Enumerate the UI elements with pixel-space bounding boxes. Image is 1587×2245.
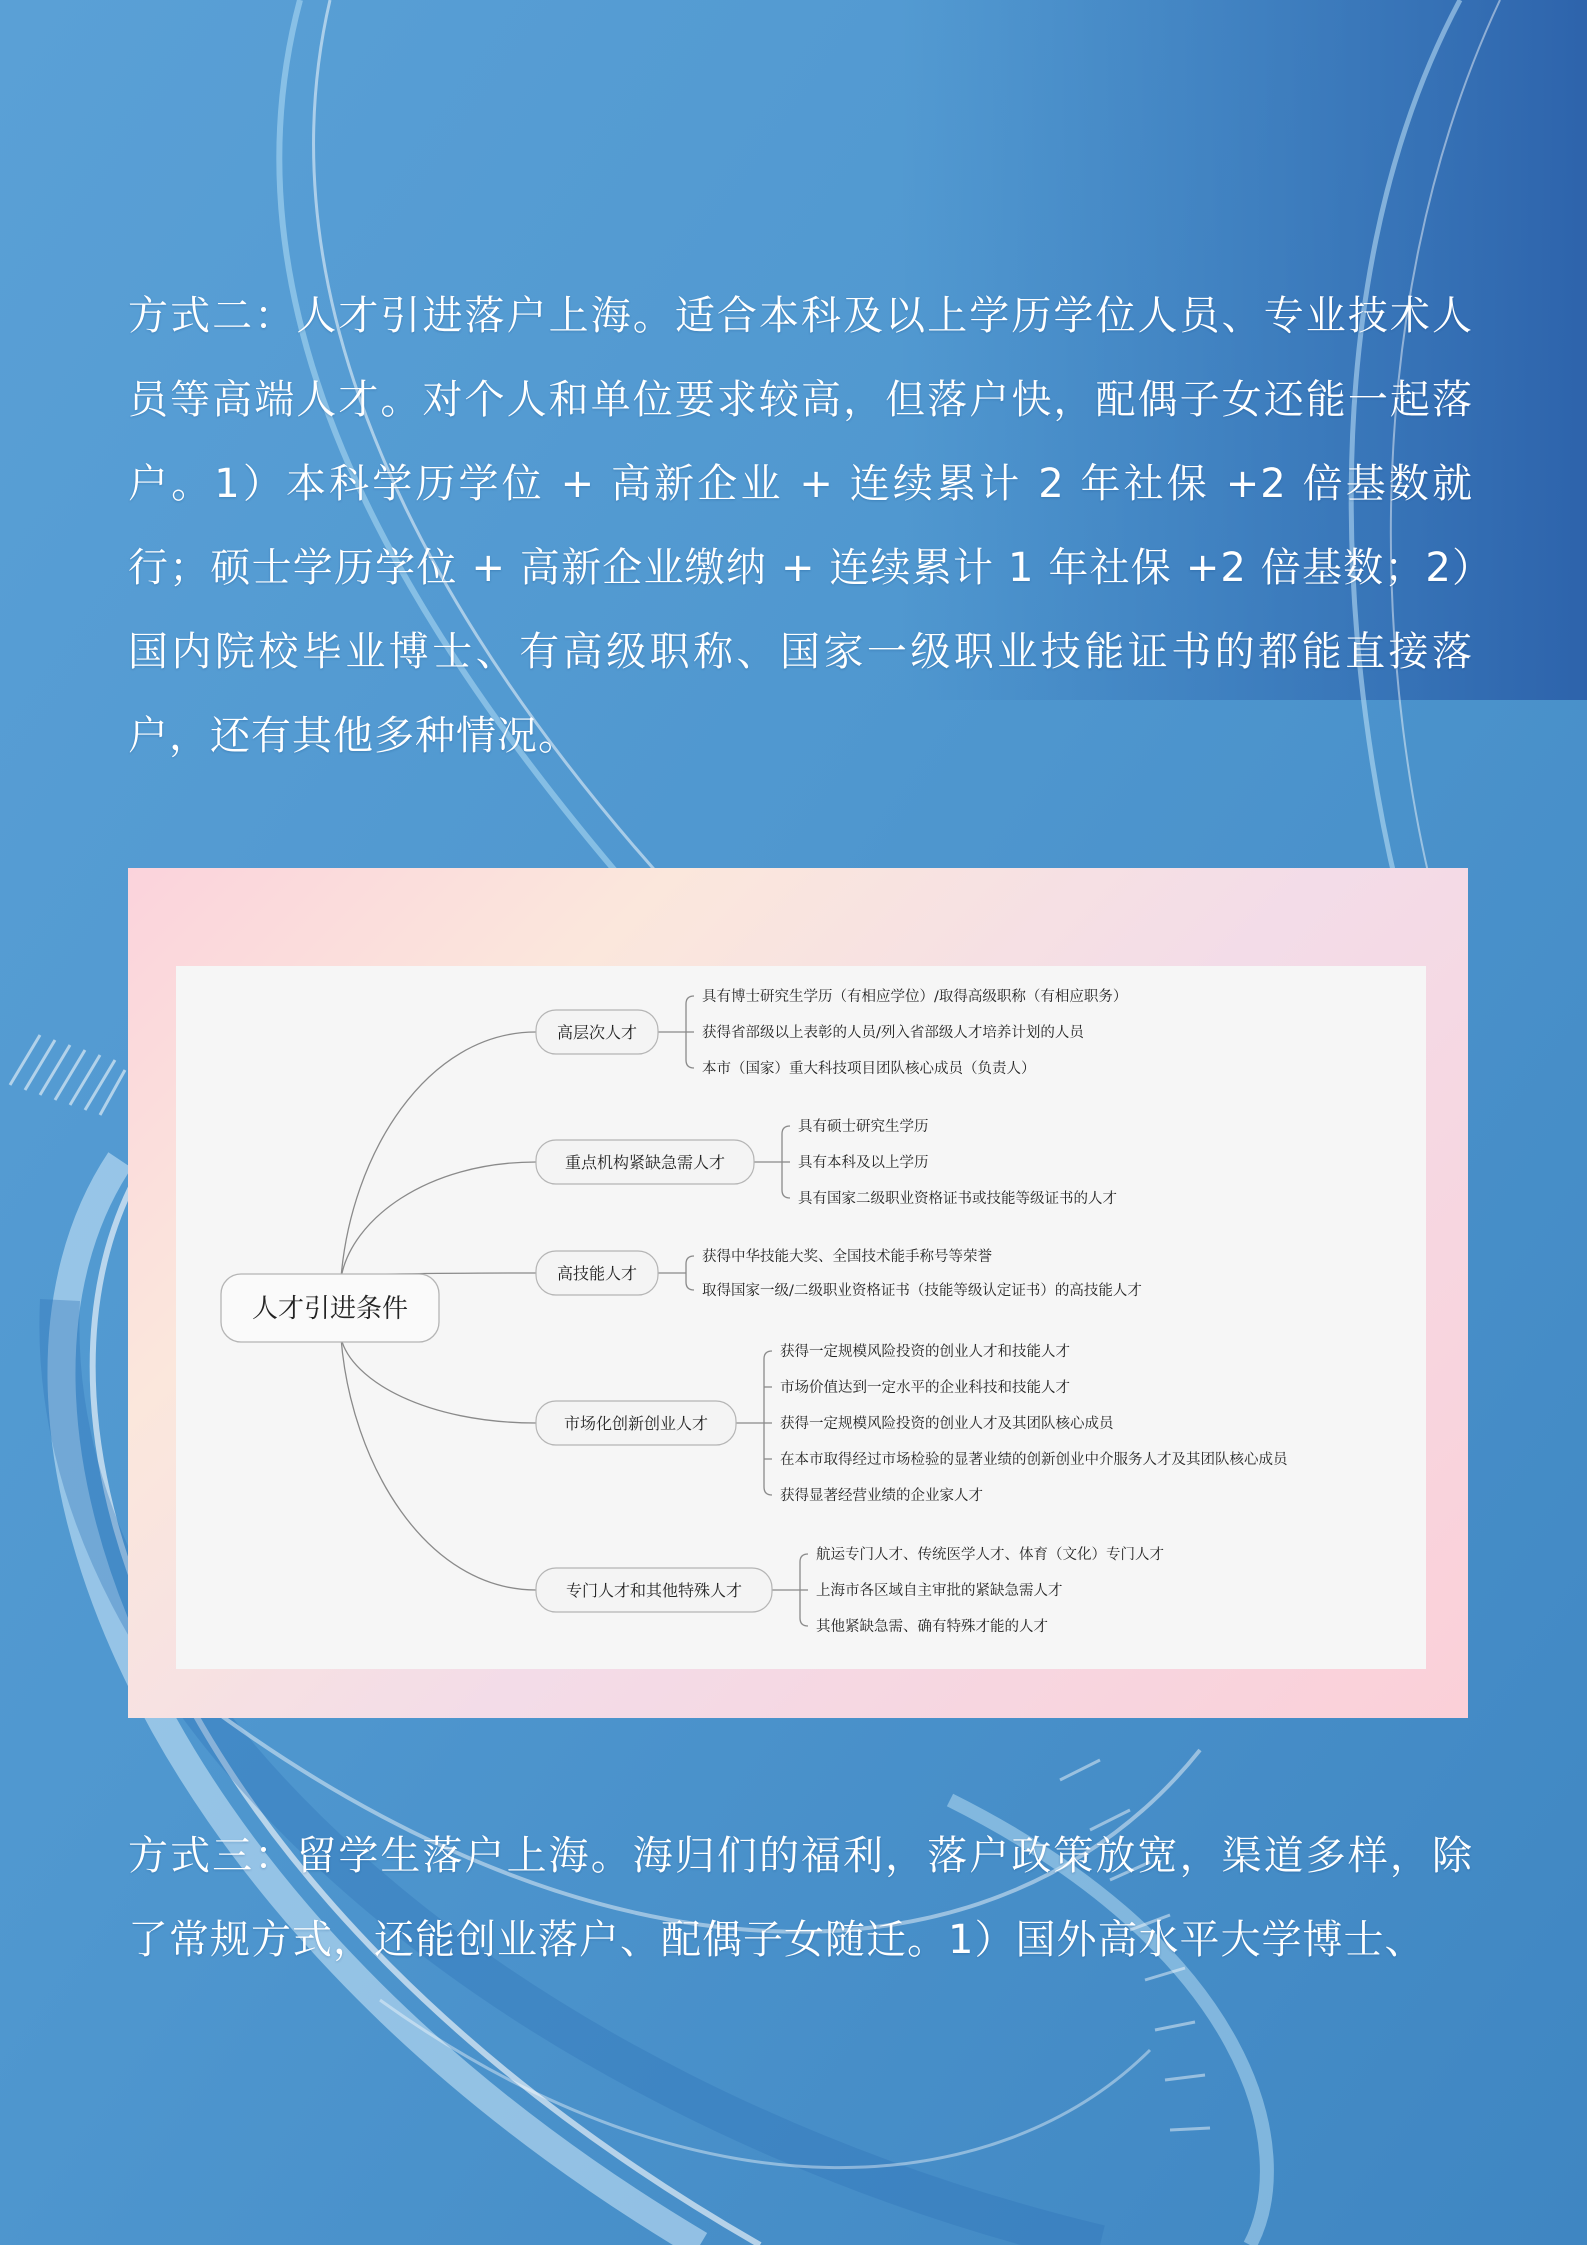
mindmap-leaf-label: 在本市取得经过市场检验的显著业绩的创新创业中介服务人才及其团队核心成员	[780, 1452, 1288, 1468]
figure-frame	[128, 868, 1468, 1718]
mindmap-leaf-label: 具有硕士研究生学历	[798, 1119, 929, 1135]
mindmap-leaf-label: 本市（国家）重大科技项目团队核心成员（负责人）	[702, 1061, 1036, 1077]
mindmap-link	[341, 1162, 536, 1278]
mindmap-leaf-label: 航运专门人才、传统医学人才、体育（文化）专门人才	[816, 1547, 1164, 1563]
mindmap-leaf-label: 上海市各区域自主审批的紧缺急需人才	[816, 1583, 1063, 1599]
mindmap-branch-label: 市场化创新创业人才	[563, 1414, 709, 1433]
mindmap-root-label: 人才引进条件	[251, 1294, 409, 1324]
mindmap-branch-node	[536, 1568, 772, 1612]
mindmap-leaf-label: 获得显著经营业绩的企业家人才	[780, 1488, 983, 1504]
mindmap-branch-node	[536, 1140, 754, 1184]
mindmap-branch-label: 高技能人才	[556, 1264, 638, 1283]
mindmap-leaf-label: 取得国家一级/二级职业资格证书（技能等级认定证书）的高技能人才	[702, 1283, 1142, 1299]
mindmap-link	[341, 1338, 536, 1590]
mindmap-branch-label: 专门人才和其他特殊人才	[565, 1581, 743, 1600]
mindmap-leaf-label: 获得一定规模风险投资的创业人才和技能人才	[780, 1344, 1070, 1360]
mindmap-leaf-label: 市场价值达到一定水平的企业科技和技能人才	[780, 1380, 1070, 1396]
mindmap-panel	[176, 966, 1426, 1669]
mindmap-leaf-label: 获得省部级以上表彰的人员/列入省部级人才培养计划的人员	[702, 1025, 1084, 1041]
paragraph-method-two: 方式二：人才引进落户上海。适合本科及以上学历学位人员、专业技术人员等高端人才。对个人和单位要求较高，但落户快，配偶子女还能一起落户。1）本科学历学位 + 高新企业 + 连续累计 2 年社保 +2 倍基数就行；硕士学历学位 + 高新企业缴纳 + 连续累计 1 年社保 +2 倍基数；2）国内院校毕业博士、有高级职称、国家一级职业技能证书的都能直接落户，还有其他多种情况。	[128, 293, 1473, 759]
mindmap-branch-node	[536, 1251, 658, 1295]
mindmap-link	[341, 1032, 536, 1278]
mindmap-leaf-label: 具有本科及以上学历	[798, 1155, 929, 1171]
mindmap-branch-label: 重点机构紧缺急需人才	[564, 1153, 726, 1172]
mindmap-bracket	[686, 1256, 694, 1290]
mindmap-root-node	[221, 1274, 439, 1342]
paragraph-method-three: 方式三：留学生落户上海。海归们的福利，落户政策放宽，渠道多样，除了常规方式，还能创业落户、配偶子女随迁。1）国外高水平大学博士、	[128, 1833, 1473, 1963]
mindmap-leaf-label: 获得一定规模风险投资的创业人才及其团队核心成员	[780, 1416, 1114, 1432]
mindmap-leaf-label: 其他紧缺急需、确有特殊才能的人才	[816, 1619, 1048, 1635]
mindmap-leaf-label: 具有国家二级职业资格证书或技能等级证书的人才	[798, 1191, 1117, 1207]
mindmap-leaf-label: 获得中华技能大奖、全国技术能手称号等荣誉	[702, 1249, 992, 1265]
mindmap-link	[341, 1338, 536, 1423]
mindmap-branch-label: 高层次人才	[556, 1023, 638, 1042]
mindmap-leaf-label: 具有博士研究生学历（有相应学位）/取得高级职称（有相应职务）	[702, 989, 1128, 1005]
mindmap-branch-node	[536, 1010, 658, 1054]
mindmap-branch-node	[536, 1401, 736, 1445]
mindmap-diagram	[176, 966, 1426, 1669]
